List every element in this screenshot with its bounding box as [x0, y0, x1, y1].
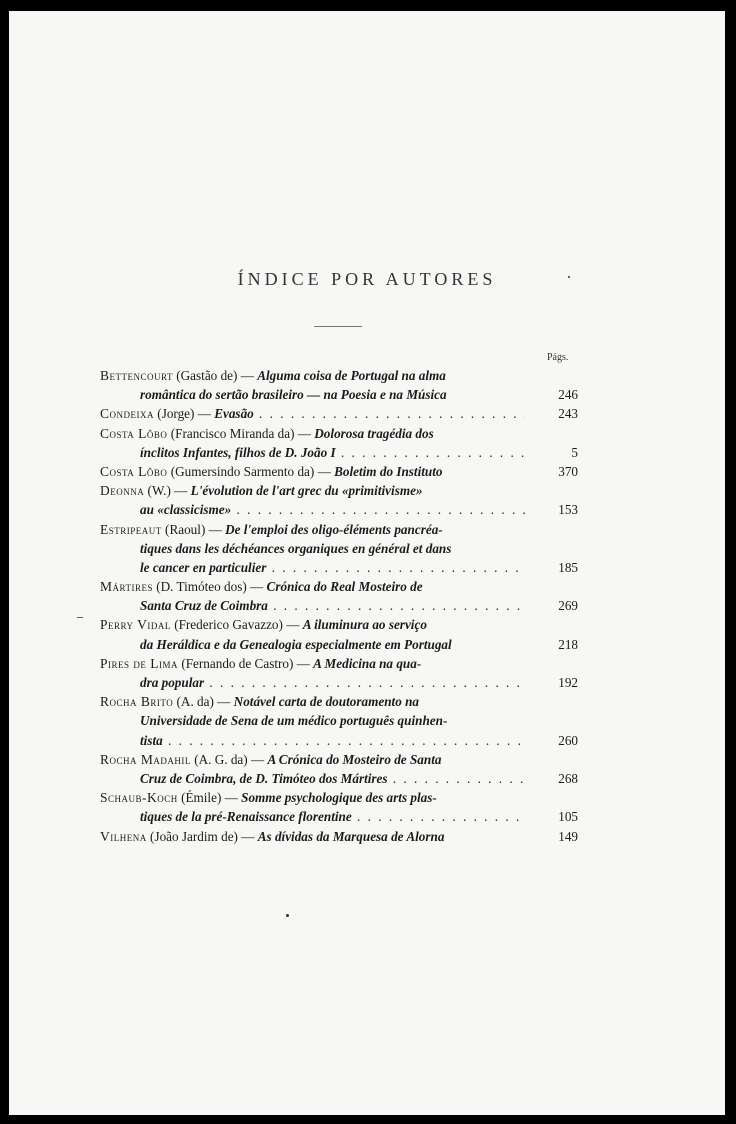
entry-line: [100, 520, 578, 539]
index-entry: [100, 404, 578, 423]
work-title: A Crónica do Mosteiro de Santa: [267, 751, 442, 767]
entry-text: [140, 385, 525, 404]
index-entry: [100, 520, 578, 578]
entry-text: [100, 577, 525, 596]
entry-text: [100, 654, 525, 673]
author-given-name: (Frederico Gavazzo) —: [170, 617, 303, 633]
author-surname: Rocha Brito: [100, 694, 174, 710]
author-surname: Estripeaut: [100, 521, 162, 537]
author-given-name: (W.) —: [144, 483, 191, 499]
entry-line: [100, 577, 578, 596]
entry-line: [100, 711, 578, 730]
entry-line: [100, 596, 578, 615]
work-title: Somme psychologique des arts plas-: [241, 790, 437, 806]
index-entry: [100, 366, 578, 404]
author-index-list: [100, 366, 578, 846]
entry-line: [100, 481, 578, 500]
author-surname: Pires de Lima: [100, 655, 179, 671]
entry-text: [140, 673, 525, 692]
speck-mark: [286, 914, 289, 917]
page-number: 153: [558, 502, 578, 518]
entry-line: [100, 500, 578, 519]
author-given-name: (D. Timóteo dos) —: [152, 579, 267, 595]
speck-mark: [568, 276, 570, 278]
entry-text: [140, 635, 525, 654]
work-title: dra popular: [140, 675, 205, 690]
work-title: Alguma coisa de Portugal na alma: [257, 368, 446, 383]
entry-text: [140, 769, 525, 788]
entry-text: [100, 615, 525, 634]
work-title: L'évolution de l'art grec du «primitivisme»: [190, 483, 423, 499]
entry-text: [140, 539, 525, 558]
entry-text: [140, 596, 525, 615]
author-given-name: (Raoul) —: [161, 521, 226, 537]
entry-text: [100, 404, 525, 423]
page-number: 269: [558, 598, 578, 614]
work-title: Santa Cruz de Coimbra: [140, 598, 268, 614]
pages-column-header: Págs.: [547, 352, 569, 363]
entry-text: [140, 500, 525, 519]
work-title: tista: [140, 732, 163, 748]
entry-text: [100, 827, 525, 846]
entry-text: [140, 711, 525, 730]
index-entry: [100, 577, 578, 615]
page-number: 260: [558, 732, 578, 748]
author-surname: Bettencourt: [100, 368, 173, 383]
author-given-name: (Fernando de Castro) —: [178, 655, 314, 671]
entry-text: [100, 520, 525, 539]
work-title: au «classicisme»: [140, 502, 232, 518]
entry-text: [100, 424, 525, 443]
work-title: Universidade de Sena de um médico português quinhen-: [140, 713, 448, 729]
work-title: As dívidas da Marquesa de Alorna: [257, 828, 445, 844]
author-given-name: (Émile) —: [177, 790, 242, 806]
entry-line: [100, 366, 578, 385]
entry-line: [100, 635, 578, 654]
author-given-name: (Gastão de) —: [172, 368, 258, 383]
page-sheet: [9, 11, 725, 1115]
entry-text: [100, 692, 525, 711]
entry-line: [100, 692, 578, 711]
author-given-name: (Gumersindo Sarmento da) —: [167, 463, 335, 479]
entry-line: [100, 462, 578, 481]
work-title: Evasão: [214, 406, 254, 422]
author-surname: Costa Lôbo: [100, 425, 168, 441]
index-entry: [100, 462, 578, 481]
work-title: Cruz de Coimbra, de D. Timóteo dos Mártires: [140, 770, 388, 786]
entry-line: [100, 673, 578, 692]
index-entry: [100, 827, 578, 846]
author-given-name: (João Jardim de) —: [146, 828, 258, 844]
index-entry: [100, 654, 578, 692]
entry-text: [100, 788, 525, 807]
entry-line: [100, 424, 578, 443]
work-title: da Heráldica e da Genealogia especialmente em Portugal: [140, 636, 452, 652]
work-title: romântica do sertão brasileiro — na Poesia e na Música: [140, 387, 447, 403]
work-title: tiques de la pré-Renaissance florentine: [140, 809, 352, 825]
entry-line: [100, 539, 578, 558]
index-entry: [100, 615, 578, 653]
index-title: ÍNDICE POR AUTORES: [237, 269, 497, 289]
entry-line: [100, 615, 578, 634]
author-surname: Deonna: [100, 483, 145, 499]
author-given-name: (A. G. da) —: [190, 751, 268, 767]
author-given-name: (A. da) —: [173, 694, 234, 710]
author-surname: Condeixa: [100, 406, 154, 422]
index-entry: [100, 750, 578, 788]
work-title: A iluminura ao serviço: [302, 617, 427, 633]
work-title: A Medicina na qua-: [313, 655, 422, 671]
page-number: 246: [558, 387, 578, 403]
page-number: 268: [558, 770, 578, 786]
margin-mark: [77, 617, 83, 618]
entry-line: [100, 443, 578, 462]
entry-text: [140, 731, 525, 750]
index-entry: [100, 424, 578, 462]
entry-text: [140, 807, 525, 826]
author-surname: Rocha Madahil: [100, 751, 191, 767]
page-number: 243: [558, 406, 578, 422]
index-entry: [100, 481, 578, 519]
author-given-name: (Jorge) —: [154, 406, 215, 422]
entry-line: [100, 385, 578, 404]
entry-line: [100, 404, 578, 423]
entry-line: [100, 807, 578, 826]
page-number: 192: [558, 675, 578, 690]
page-number: 5: [571, 444, 578, 460]
title-rule: [314, 326, 362, 327]
page-number: 218: [558, 636, 578, 652]
author-surname: Costa Lôbo: [100, 463, 168, 479]
author-surname: Mártires: [100, 579, 153, 595]
work-title: Boletim do Instituto: [334, 463, 443, 479]
page-number: 185: [558, 559, 578, 575]
entry-text: [140, 558, 525, 577]
author-surname: Perry Vidal: [100, 617, 171, 633]
work-title: le cancer en particulier: [140, 559, 267, 575]
page-number: 105: [558, 809, 578, 825]
work-title: ínclitos Infantes, filhos de D. João I: [140, 444, 336, 460]
entry-text: [100, 481, 525, 500]
author-surname: Vilhena: [100, 828, 147, 844]
entry-line: [100, 827, 578, 846]
entry-text: [100, 462, 525, 481]
entry-line: [100, 731, 578, 750]
entry-text: [100, 366, 525, 385]
entry-line: [100, 769, 578, 788]
work-title: De l'emploi des oligo-éléments pancréa-: [225, 521, 443, 537]
page-number: 149: [558, 828, 578, 844]
index-entry: [100, 692, 578, 750]
author-surname: Schaub-Koch: [100, 790, 178, 806]
entry-text: [100, 750, 525, 769]
page-number: 370: [558, 463, 578, 479]
entry-line: [100, 788, 578, 807]
entry-line: [100, 558, 578, 577]
work-title: Crónica do Real Mosteiro de: [266, 579, 423, 595]
entry-line: [100, 654, 578, 673]
work-title: Notável carta de doutoramento na: [233, 694, 420, 710]
work-title: tiques dans les déchéances organiques en général et dans: [140, 540, 452, 556]
author-given-name: (Francisco Miranda da) —: [167, 425, 315, 441]
entry-text: [140, 443, 525, 462]
index-entry: [100, 788, 578, 826]
entry-line: [100, 750, 578, 769]
work-title: Dolorosa tragédia dos: [314, 425, 434, 441]
